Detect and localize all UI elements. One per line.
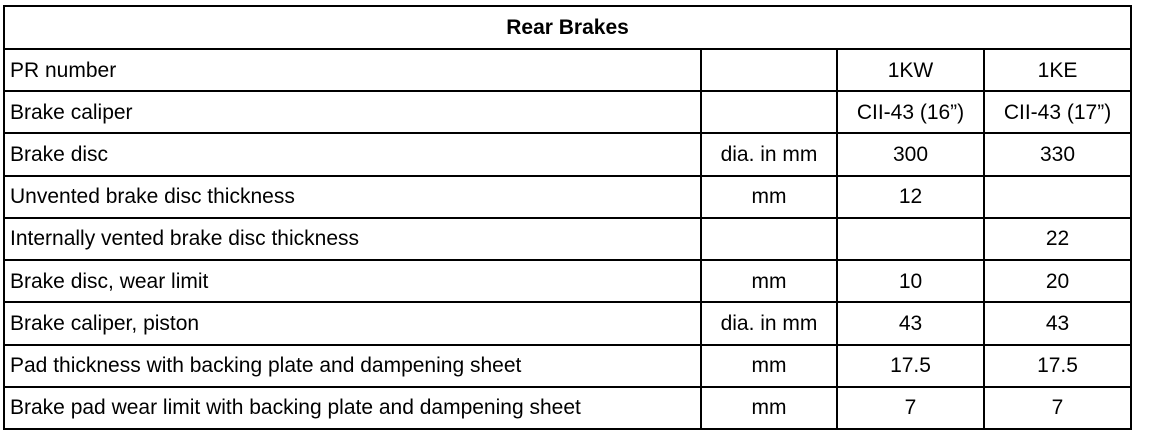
rear-brakes-table <box>3 5 1132 430</box>
row-unit: dia. in mm <box>701 133 837 175</box>
table-row <box>4 387 1131 429</box>
row-label: Internally vented brake disc thickness <box>4 218 701 260</box>
table-row <box>4 91 1131 133</box>
table-row <box>4 302 1131 344</box>
row-value-2: 20 <box>984 260 1131 302</box>
row-label: Brake disc, wear limit <box>4 260 701 302</box>
row-value-2: 1KE <box>984 49 1131 91</box>
table-row <box>4 260 1131 302</box>
row-value-2: 330 <box>984 133 1131 175</box>
row-label: Brake pad wear limit with backing plate and dampening sheet <box>4 387 701 429</box>
row-label: Pad thickness with backing plate and dampening sheet <box>4 345 701 387</box>
row-value-1: 1KW <box>837 49 984 91</box>
row-value-1: CII-43 (16”) <box>837 91 984 133</box>
row-unit <box>701 91 837 133</box>
row-label: Brake caliper <box>4 91 701 133</box>
row-unit: dia. in mm <box>701 302 837 344</box>
row-unit: mm <box>701 176 837 218</box>
row-value-1 <box>837 218 984 260</box>
row-label: PR number <box>4 49 701 91</box>
table-row <box>4 133 1131 175</box>
row-value-2 <box>984 176 1131 218</box>
row-value-1: 17.5 <box>837 345 984 387</box>
table-row <box>4 176 1131 218</box>
table-row <box>4 345 1131 387</box>
row-label: Brake caliper, piston <box>4 302 701 344</box>
table-row <box>4 218 1131 260</box>
row-value-2: CII-43 (17”) <box>984 91 1131 133</box>
table-row <box>4 49 1131 91</box>
row-value-2: 22 <box>984 218 1131 260</box>
row-value-1: 7 <box>837 387 984 429</box>
row-value-1: 10 <box>837 260 984 302</box>
table-title: Rear Brakes <box>4 6 1131 49</box>
table-title-row <box>4 6 1131 49</box>
row-value-2: 17.5 <box>984 345 1131 387</box>
row-value-2: 7 <box>984 387 1131 429</box>
row-unit <box>701 49 837 91</box>
row-value-1: 12 <box>837 176 984 218</box>
row-value-1: 300 <box>837 133 984 175</box>
row-label: Unvented brake disc thickness <box>4 176 701 218</box>
row-unit: mm <box>701 345 837 387</box>
row-value-1: 43 <box>837 302 984 344</box>
row-label: Brake disc <box>4 133 701 175</box>
row-value-2: 43 <box>984 302 1131 344</box>
row-unit: mm <box>701 260 837 302</box>
row-unit: mm <box>701 387 837 429</box>
row-unit <box>701 218 837 260</box>
